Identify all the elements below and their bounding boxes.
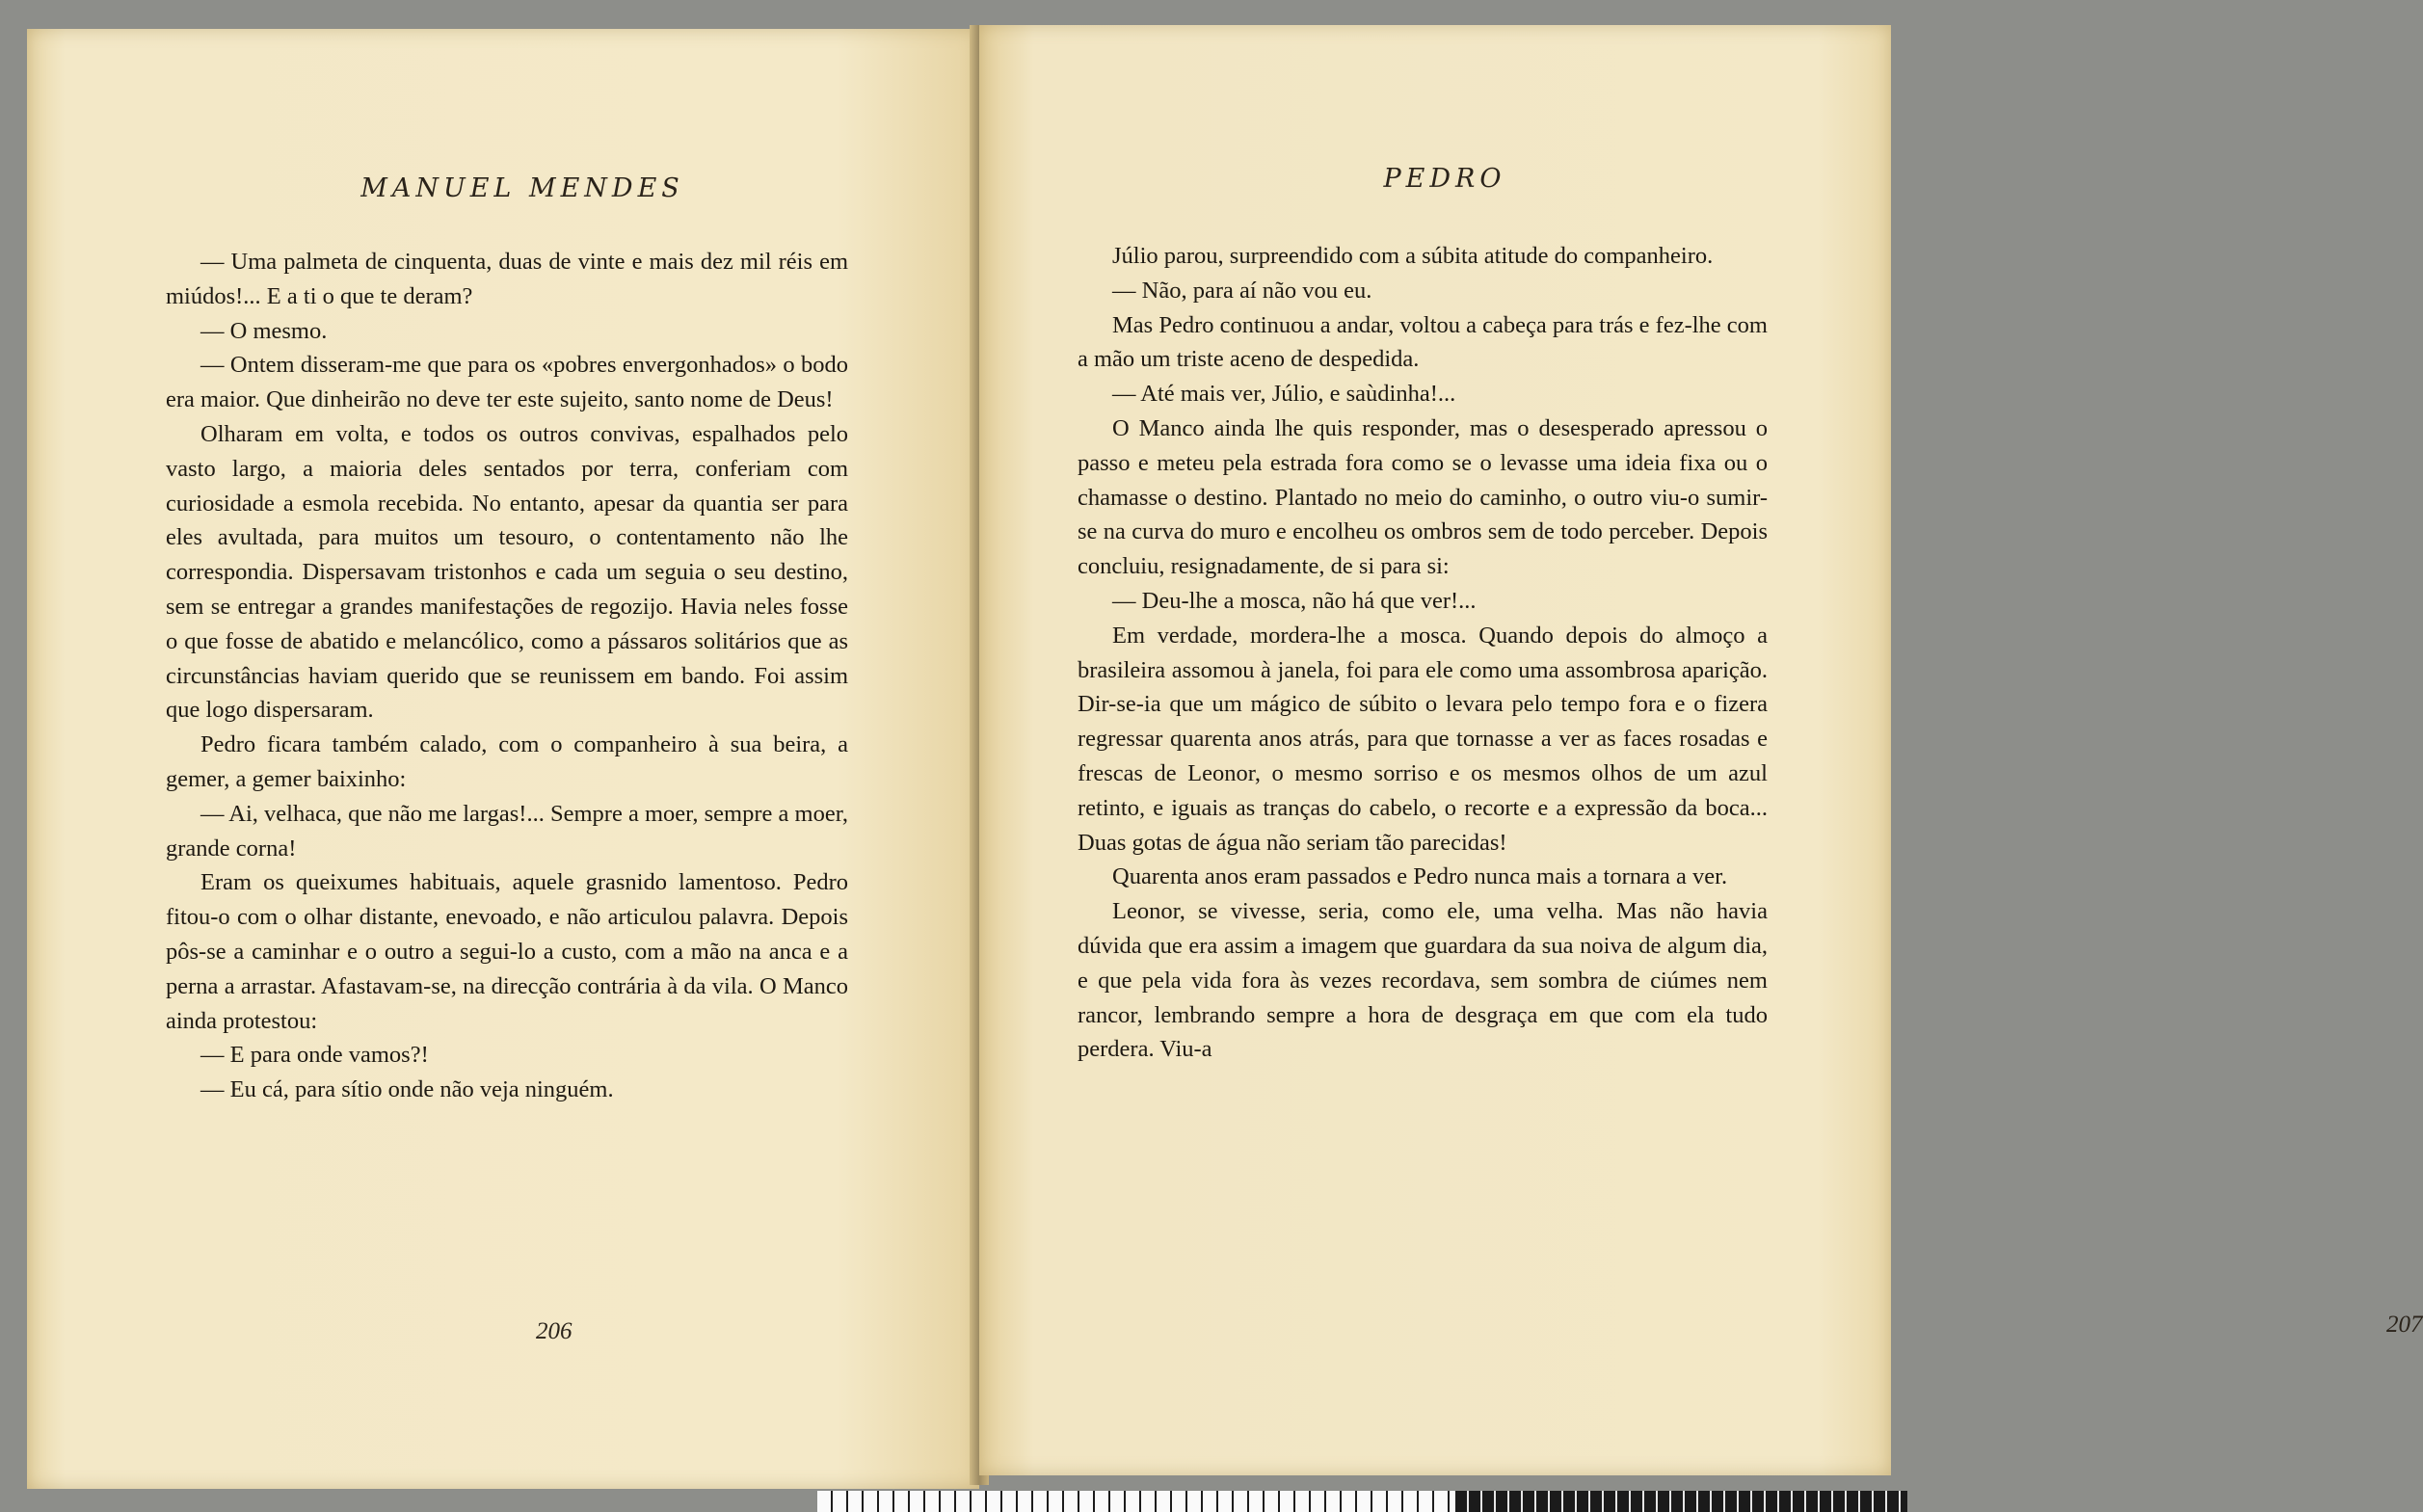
paragraph: Em verdade, mordera-lhe a mosca. Quando depois do almoço a brasileira assomou à janela, foi para ele como uma assombrosa aparição. Dir-se-ia que um mágico de súbito o levara pelo tempo fora e o fizera regressar quarenta anos atrás, para que tornasse a ver as faces rosadas e frescas de Leonor, o mesmo sorriso e os mesmos olhos de um azul retinto, e iguais as tranças do cabelo, o recorte e a expressão da boca... Duas gotas de água não seriam tão parecidas! xyxy=(1078,622,1768,856)
paragraph: Mas Pedro continuou a andar, voltou a cabeça para trás e fez-lhe com a mão um triste aceno de despedida. xyxy=(1078,311,1768,373)
right-running-head: PEDRO xyxy=(1383,164,1506,194)
paragraph: O Manco ainda lhe quis responder, mas o desesperado apressou o passo e meteu pela estrada fora como se o levasse uma ideia fixa ou o chamasse o destino. Plantado no meio do caminho, o outro viu-o sumir-se na curva do muro e encolheu os ombros sem de todo perceber. Depois concluiu, resignadamente, de si para si: xyxy=(1078,414,1768,580)
paragraph: — Até mais ver, Júlio, e saùdinha!... xyxy=(1112,381,1456,408)
paragraph: — Deu-lhe a mosca, não há que ver!... xyxy=(1112,587,1477,614)
left-running-head: MANUEL MENDES xyxy=(360,173,684,203)
paragraph: — Ai, velhaca, que não me largas!... Sempre a moer, sempre a moer, grande corna! xyxy=(166,800,848,862)
paragraph: Júlio parou, surpreendido com a súbita atitude do companheiro. xyxy=(1112,243,1714,269)
left-page-number: 206 xyxy=(536,1318,572,1344)
paragraph: — Eu cá, para sítio onde não veja ninguém. xyxy=(200,1076,614,1103)
paragraph: Pedro ficara também calado, com o companheiro à sua beira, a gemer, a gemer baixinho: xyxy=(166,731,848,792)
paragraph: Olharam em volta, e todos os outros convivas, espalhados pelo vasto largo, a maioria deles sentados por terra, conferiam com curiosidade a esmola recebida. No entanto, apesar da quantia ser para eles avultada, para muitos um tesouro, o contentamento não lhe correspondia. Dispersavam tristonhos e cada um seguia o seu destino, sem se entregar a grandes manifestações de regozijo. Havia neles fosse o que fosse de abatido e melancólico, como a pássaros solitários que as circunstâncias haviam querido que se reunissem em bando. Foi assim que logo dispersaram. xyxy=(166,420,848,724)
left-body-text xyxy=(166,245,848,1107)
paragraph: Eram os queixumes habituais, aquele grasnido lamentoso. Pedro fitou-o com o olhar distante, enevoado, e não articulou palavra. Depois pôs-se a caminhar e o outro a segui-lo a custo, com a mão na anca e a perna a arrastar. Afastavam-se, na direcção contrária à da vila. O Manco ainda protestou: xyxy=(166,869,848,1034)
scale-ruler-dark xyxy=(1455,1491,1907,1512)
right-body-text xyxy=(1078,239,1768,1067)
paragraph: — Uma palmeta de cinquenta, duas de vinte e mais dez mil réis em miúdos!... E a ti o que te deram? xyxy=(166,249,848,309)
paragraph: Quarenta anos eram passados e Pedro nunca mais a tornara a ver. xyxy=(1112,863,1728,890)
paragraph: — O mesmo. xyxy=(200,317,328,344)
paragraph: — Não, para aí não vou eu. xyxy=(1112,277,1372,304)
paragraph: — E para onde vamos?! xyxy=(200,1042,429,1069)
right-page-number: 207 xyxy=(2386,1312,2423,1338)
paragraph: Leonor, se vivesse, seria, como ele, uma velha. Mas não havia dúvida que era assim a imagem que guardara da sua noiva de algum dia, e que pela vida fora às vezes recordava, sem sombra de ciúmes nem rancor, lembrando sempre a hora de desgraça em que com ela tudo perdera. Viu-a xyxy=(1078,898,1768,1063)
paragraph: — Ontem disseram-me que para os «pobres envergonhados» o bodo era maior. Que dinheirão no deve ter este sujeito, santo nome de Deus! xyxy=(166,352,848,413)
